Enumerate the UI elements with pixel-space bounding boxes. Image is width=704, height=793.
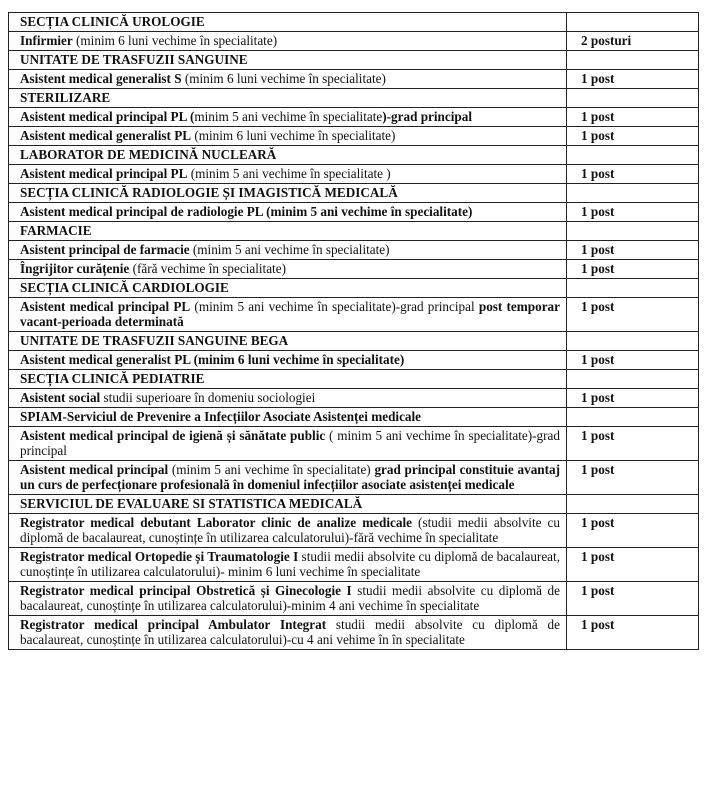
position-description (9, 203, 567, 222)
section-header-row (9, 146, 699, 165)
position-detail: (studii medii absolvite cu diplomă de bacalaureat, cunoștințe în utilizarea calculatorului)-fără vechime în specialitate (20, 515, 560, 545)
section-header-row (9, 13, 699, 32)
position-row (9, 32, 699, 51)
vacancy-document (8, 12, 698, 650)
section-title: SPIAM-Serviciul de Prevenire a Infecțiilor Asociate Asistenței medicale (9, 408, 567, 427)
position-title: Infirmier (20, 33, 73, 48)
section-title: FARMACIE (9, 222, 567, 241)
position-count: 1 post (567, 298, 699, 332)
section-count-cell (567, 51, 699, 70)
section-count-cell (567, 13, 699, 32)
section-header-row (9, 184, 699, 203)
section-title: STERILIZARE (9, 89, 567, 108)
position-count: 1 post (567, 108, 699, 127)
position-description (9, 461, 567, 495)
section-title: LABORATOR DE MEDICINĂ NUCLEARĂ (9, 146, 567, 165)
position-title: Asistent medical principal PL (20, 166, 188, 181)
position-description (9, 548, 567, 582)
position-description (9, 351, 567, 370)
section-header-row (9, 51, 699, 70)
position-row (9, 514, 699, 548)
section-title: UNITATE DE TRASFUZII SANGUINE (9, 51, 567, 70)
section-header-row (9, 332, 699, 351)
section-title: SECȚIA CLINICĂ PEDIATRIE (9, 370, 567, 389)
position-count: 1 post (567, 203, 699, 222)
position-title: Asistent medical principal de igienă și sănătate public (20, 428, 326, 443)
section-count-cell (567, 89, 699, 108)
section-title: UNITATE DE TRASFUZII SANGUINE BEGA (9, 332, 567, 351)
position-row (9, 351, 699, 370)
position-description (9, 582, 567, 616)
position-title: Asistent medical principal PL (20, 299, 191, 314)
position-count: 1 post (567, 127, 699, 146)
position-count: 1 post (567, 461, 699, 495)
position-description (9, 165, 567, 184)
position-title: Asistent medical principal PL ( (20, 109, 195, 124)
position-description (9, 427, 567, 461)
position-count: 2 posturi (567, 32, 699, 51)
section-header-row (9, 222, 699, 241)
position-title: grad principal constituie avantaj un curs de perfecționare profesională în domeniul infecțiilor asociate asistenței medicale (20, 462, 561, 492)
section-count-cell (567, 146, 699, 165)
section-title: SERVICIUL DE EVALUARE SI STATISTICA MEDICALĂ (9, 495, 567, 514)
position-description (9, 32, 567, 51)
position-detail: studii medii absolvite cu diplomă de bacalaureat, cunoștințe în utilizarea calculatorului)-cu 4 ani vehime în în specialitate (20, 617, 560, 647)
vacancy-table (8, 12, 699, 650)
position-row (9, 165, 699, 184)
section-count-cell (567, 408, 699, 427)
position-row (9, 427, 699, 461)
section-count-cell (567, 184, 699, 203)
position-description (9, 389, 567, 408)
position-description (9, 127, 567, 146)
position-detail: studii superioare în domeniu sociologiei (100, 390, 316, 405)
position-detail: ( minim 5 ani vechime în specialitate)-grad principal (20, 428, 560, 458)
position-count: 1 post (567, 241, 699, 260)
position-count: 1 post (567, 389, 699, 408)
position-row (9, 616, 699, 650)
position-count: 1 post (567, 70, 699, 89)
section-header-row (9, 408, 699, 427)
position-title: Registrator medical principal Ambulator Integrat (20, 617, 327, 632)
position-detail: (minim 6 luni vechime în specialitate) (191, 128, 396, 143)
position-row (9, 260, 699, 279)
position-title: Asistent medical principal de radiologie PL (minim 5 ani vechime în specialitate) (20, 204, 473, 219)
position-detail: minim 5 ani vechime în specialitate (194, 109, 383, 124)
position-row (9, 127, 699, 146)
section-header-row (9, 89, 699, 108)
position-row (9, 461, 699, 495)
section-count-cell (567, 495, 699, 514)
position-title: post temporar vacant-perioada determinată (20, 299, 560, 329)
position-title: Registrator medical debutant Laborator clinic de analize medicale (20, 515, 412, 530)
section-count-cell (567, 222, 699, 241)
section-count-cell (567, 332, 699, 351)
position-row (9, 241, 699, 260)
position-row (9, 108, 699, 127)
position-count: 1 post (567, 427, 699, 461)
position-description (9, 241, 567, 260)
position-description (9, 616, 567, 650)
position-detail: (minim 5 ani vechime în specialitate) (168, 462, 375, 477)
position-title: Asistent medical generalist S (20, 71, 182, 86)
position-detail: (minim 5 ani vechime în specialitate) (189, 242, 390, 257)
position-description (9, 108, 567, 127)
position-title: Îngrijitor curățenie (20, 261, 130, 276)
section-header-row (9, 279, 699, 298)
position-detail: (fără vechime în specialitate) (129, 261, 286, 276)
position-detail: (minim 5 ani vechime în specialitate ) (187, 166, 391, 181)
position-detail: (minim 5 ani vechime în specialitate)-grad principal (190, 299, 479, 314)
position-count: 1 post (567, 260, 699, 279)
section-count-cell (567, 370, 699, 389)
position-title: Registrator medical principal Obstretică și Ginecologie I (20, 583, 352, 598)
position-detail: studii medii absolvite cu diplomă de bacalaureat, cunoștințe în utilizarea calculatorului)- minim 6 luni vechime în specialitate (20, 549, 560, 579)
section-title: SECȚIA CLINICĂ RADIOLOGIE ȘI IMAGISTICĂ MEDICALĂ (9, 184, 567, 203)
section-count-cell (567, 279, 699, 298)
position-title: Asistent medical principal (20, 462, 169, 477)
position-description (9, 514, 567, 548)
position-title: Asistent medical generalist PL (minim 6 luni vechime în specialitate) (20, 352, 405, 367)
position-row (9, 70, 699, 89)
position-title: Asistent principal de farmacie (20, 242, 190, 257)
position-detail: (minim 6 luni vechime în specialitate) (72, 33, 278, 48)
position-count: 1 post (567, 514, 699, 548)
position-row (9, 548, 699, 582)
position-row (9, 389, 699, 408)
position-count: 1 post (567, 351, 699, 370)
position-description (9, 70, 567, 89)
position-description (9, 260, 567, 279)
position-title: )-grad principal (382, 109, 472, 124)
position-row (9, 203, 699, 222)
vacancy-table-body (9, 13, 699, 650)
position-description (9, 298, 567, 332)
position-row (9, 582, 699, 616)
position-count: 1 post (567, 548, 699, 582)
section-header-row (9, 495, 699, 514)
position-count: 1 post (567, 582, 699, 616)
position-count: 1 post (567, 616, 699, 650)
position-row (9, 298, 699, 332)
section-title: SECȚIA CLINICĂ CARDIOLOGIE (9, 279, 567, 298)
section-title: SECȚIA CLINICĂ UROLOGIE (9, 13, 567, 32)
position-title: Asistent social (20, 390, 101, 405)
position-title: Asistent medical generalist PL (20, 128, 192, 143)
position-detail: (minim 6 luni vechime în specialitate) (181, 71, 386, 86)
position-count: 1 post (567, 165, 699, 184)
position-detail: studii medii absolvite cu diplomă de bacalaureat, cunoștințe în utilizarea calculatorului)-minim 4 ani vechime în specialitate (20, 583, 560, 613)
section-header-row (9, 370, 699, 389)
position-title: Registrator medical Ortopedie și Traumatologie I (20, 549, 299, 564)
